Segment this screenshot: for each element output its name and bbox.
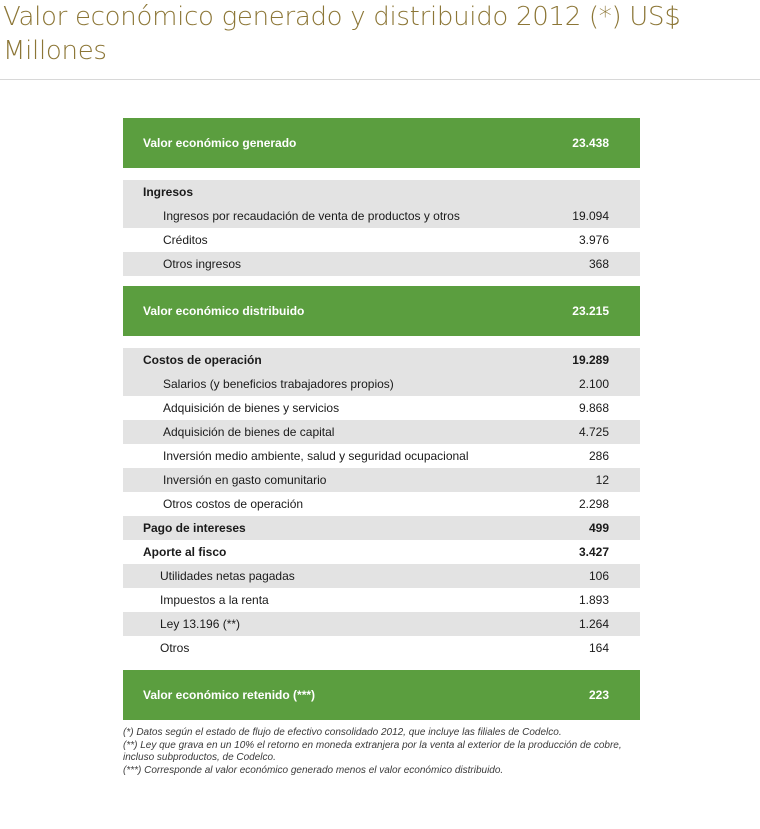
row-label: Pago de intereses [143, 521, 246, 535]
row-creditos [123, 228, 640, 252]
row-label: Impuestos a la renta [160, 593, 269, 607]
row-value: 499 [588, 521, 609, 535]
page-title: Valor económico generado y distribuido 2012 (*) US$ Millones [3, 2, 681, 66]
row-costos-operacion [123, 348, 640, 372]
row-label: Ley 13.196 (**) [160, 617, 241, 631]
row-value: 1.893 [578, 593, 609, 607]
row-value: 23.438 [572, 136, 609, 150]
row-label: Ingresos [143, 185, 194, 199]
row-value: 164 [588, 641, 609, 655]
row-label: Ingresos por recaudación de venta de productos y otros [163, 209, 460, 223]
row-value: 23.215 [572, 304, 609, 318]
row-gasto-comunitario [123, 468, 640, 492]
row-value: 9.868 [578, 401, 609, 415]
row-salarios [123, 372, 640, 396]
row-value: 3.976 [578, 233, 609, 247]
row-value: 19.094 [572, 209, 609, 223]
economic-value-table [123, 118, 640, 720]
footnote: (*) Datos según el estado de flujo de efectivo consolidado 2012, que incluye las filiales de Codelco. [123, 727, 562, 738]
row-ingresos-venta [123, 204, 640, 228]
row-value: 286 [588, 449, 609, 463]
row-otros-costos [123, 492, 640, 516]
row-value: 223 [588, 688, 609, 702]
row-aporte-fisco [123, 540, 640, 564]
row-value: 4.725 [578, 425, 609, 439]
row-label: Adquisición de bienes y servicios [163, 401, 340, 415]
row-label: Aporte al fisco [143, 545, 227, 559]
row-value: 368 [588, 257, 609, 271]
row-label: Utilidades netas pagadas [160, 569, 295, 583]
row-bienes-capital [123, 420, 640, 444]
row-value: 2.298 [578, 497, 609, 511]
row-label: Créditos [163, 233, 208, 247]
row-label: Valor económico distribuido [143, 304, 305, 318]
row-label: Costos de operación [143, 353, 262, 367]
row-valor-generado [123, 118, 640, 168]
row-valor-retenido [123, 670, 640, 720]
row-value: 1.264 [578, 617, 609, 631]
row-impuestos-renta [123, 588, 640, 612]
footnote: (***) Corresponde al valor económico generado menos el valor económico distribuido. [123, 764, 504, 776]
spacer [123, 168, 640, 180]
spacer [123, 660, 640, 670]
row-value: 3.427 [578, 545, 609, 559]
row-label: Otros [160, 641, 190, 655]
row-ingresos [123, 180, 640, 204]
footnotes [123, 727, 643, 777]
row-valor-distribuido [123, 286, 640, 336]
row-label: Valor económico generado [143, 136, 297, 150]
title-divider [0, 79, 760, 80]
row-pago-intereses [123, 516, 640, 540]
row-value: 12 [595, 473, 609, 487]
row-value: 106 [588, 569, 609, 583]
row-value: 19.289 [572, 353, 609, 367]
row-otros-ingresos [123, 252, 640, 276]
row-otros-fisco [123, 636, 640, 660]
row-ley-13196 [123, 612, 640, 636]
spacer [123, 276, 640, 286]
footnote: (**) Ley que grava en un 10% el retorno en moneda extranjera por la venta al exterior de la producción de cobre, incluso subproductos, de Codelco. [123, 739, 622, 763]
row-label: Adquisición de bienes de capital [163, 425, 335, 439]
spacer [123, 336, 640, 348]
row-label: Inversión en gasto comunitario [163, 473, 327, 487]
row-label: Otros costos de operación [163, 497, 304, 511]
row-utilidades [123, 564, 640, 588]
row-medio-ambiente [123, 444, 640, 468]
row-label: Inversión medio ambiente, salud y seguridad ocupacional [163, 449, 469, 463]
row-label: Otros ingresos [163, 257, 242, 271]
row-label: Valor económico retenido (***) [143, 688, 316, 702]
row-value: 2.100 [578, 377, 609, 391]
row-label: Salarios (y beneficios trabajadores propios) [163, 377, 394, 391]
row-bienes-servicios [123, 396, 640, 420]
